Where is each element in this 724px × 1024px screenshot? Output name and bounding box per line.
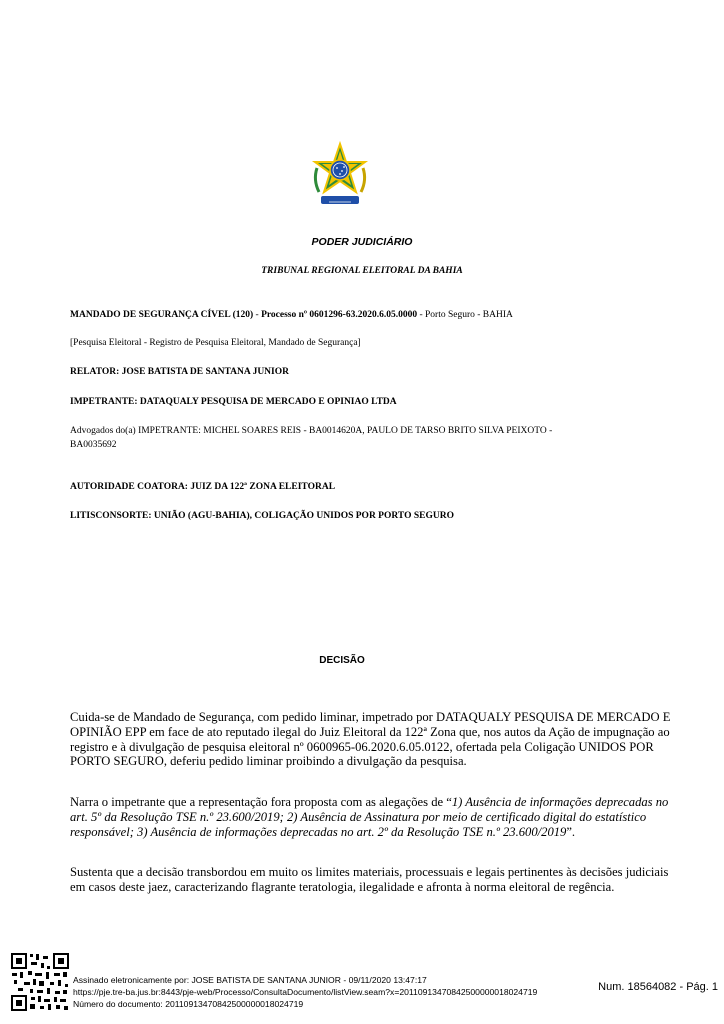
case-class-line [70,309,670,322]
relator: RELATOR: JOSE BATISTA DE SANTANA JUNIOR [70,367,289,377]
case-subjects: [Pesquisa Eleitoral - Registro de Pesquisa Eleitoral, Mandado de Segurança] [70,338,361,348]
footer-document-url[interactable]: https://pje.tre-ba.jus.br:8443/pje-web/Processo/ConsultaDocumento/listView.seam?x=20110913470842500000018024719 [73,987,538,997]
autoridade-coatora: AUTORIDADE COATORA: JUIZ DA 122ª ZONA ELEITORAL [70,482,336,492]
litisconsorte: LITISCONSORTE: UNIÃO (AGU-BAHIA), COLIGAÇÃO UNIDOS POR PORTO SEGURO [70,511,454,521]
footer-page-reference: Num. 18564082 - Pág. 1 [598,981,718,993]
paragraph-2-lead: Narra o impetrante que a representação fora proposta com as alegações de “ [70,795,452,809]
paragraph-2-tail: ”. [566,824,576,839]
case-sep: - [253,310,262,320]
footer-signed-by: Assinado eletronicamente por: JOSE BATISTA DE SANTANA JUNIOR - 09/11/2020 13:47:17 [73,975,427,985]
case-location: - Porto Seguro - BAHIA [417,310,513,320]
decision-paragraph-2 [70,795,674,839]
process-number: Processo nº 0601296-63.2020.6.05.0000 [261,310,418,320]
brazil-coat-of-arms-emblem [309,140,371,210]
qr-code-icon [10,952,70,1012]
advogados-line-1: Advogados do(a) IMPETRANTE: MICHEL SOARES REIS - BA0014620A, PAULO DE TARSO BRITO SILVA PEIXOTO - [70,426,553,436]
decision-title: DECISÃO [319,655,365,666]
paragraph-2-quote: 1) Ausência de informações deprecadas no art. 5º da Resolução TSE n.º 23.600/2019; 2) Ausência de Assinatura por meio de certificado digital do estatístico responsável; 3) Ausência de informações deprecadas no art. 2º da Resolução TSE n.º 23.600/2019 [70,795,669,839]
case-class: MANDADO DE SEGURANÇA CÍVEL (120) [70,310,254,320]
advogados-line-2: BA0035692 [70,440,117,450]
decision-paragraph-3: Sustenta que a decisão transbordou em muito os limites materiais, processuais e legais pertinentes às decisões judiciais em casos deste jaez, caracterizando flagrante teratologia, ilegalidade e afronta à norma eleitoral de regência. [70,865,669,894]
impetrante: IMPETRANTE: DATAQUALY PESQUISA DE MERCADO E OPINIAO LTDA [70,397,397,407]
tribunal-heading: TRIBUNAL REGIONAL ELEITORAL DA BAHIA [261,266,463,276]
decision-paragraph-1: Cuida-se de Mandado de Segurança, com pedido liminar, impetrado por DATAQUALY PESQUISA DE MERCADO E OPINIÃO EPP em face de ato reputado ilegal do Juiz Eleitoral da 122ª Zona que, nos autos da Ação de impugnação ao registro e à divulgação de pesquisa eleitoral nº 0600965-06.2020.6.05.0122, ofertada pela Coligação UNIDOS POR PORTO SEGURO, deferiu pedido liminar proibindo a divulgação da pesquisa. [70,710,671,769]
footer-document-number: Número do documento: 20110913470842500000018024719 [73,999,304,1009]
court-heading: PODER JUDICIÁRIO [311,236,413,248]
